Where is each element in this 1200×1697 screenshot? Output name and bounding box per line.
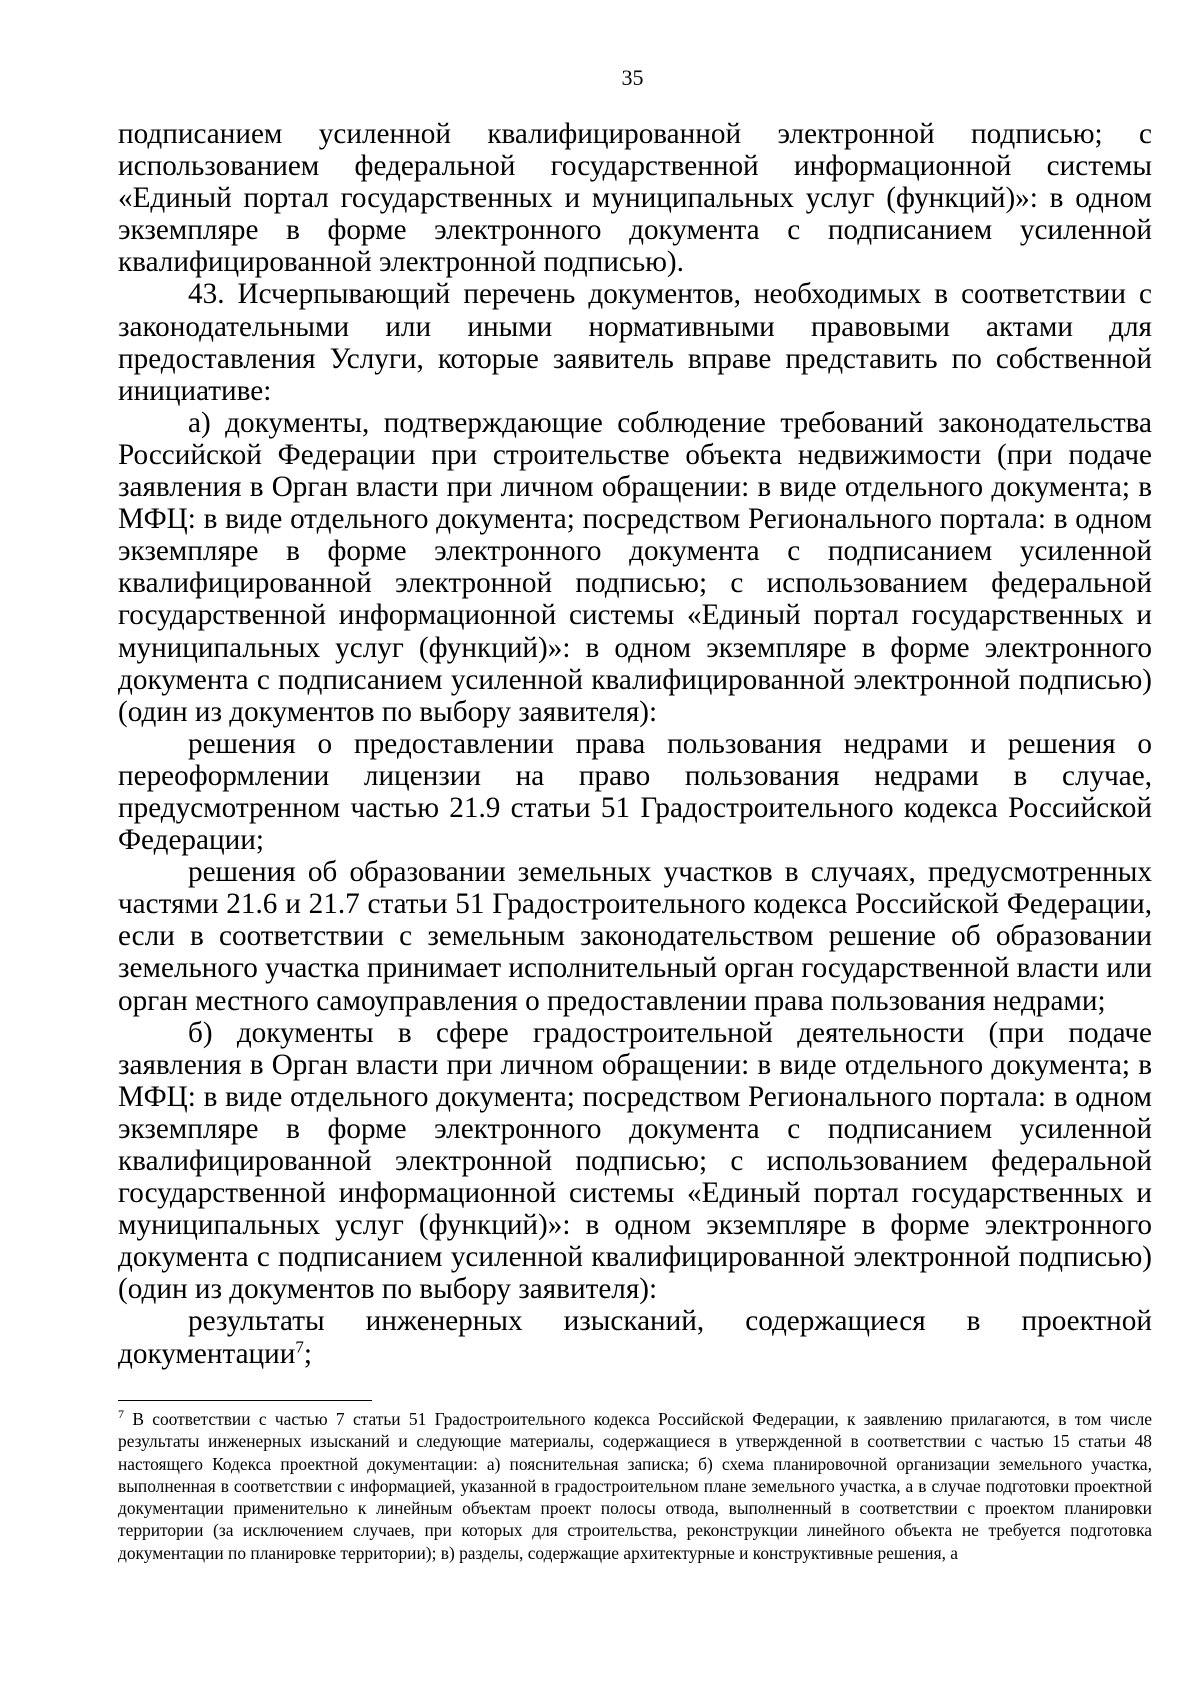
footnote-separator	[118, 1400, 372, 1401]
footnote-text: В соответствии с частью 7 статьи 51 Градостроительного кодекса Российской Федерации, к заявлению прилагаются, в том числе результаты инженерных изысканий и следующие материалы, содержащиеся в утвержденной в соответствии с частью 15 статьи 48 настоящего Кодекса проектной документации: а) пояснительная записка; б) схема планировочной организации земельного участка, выполненная в соответствии с информацией, указанной в градостроительном плане земельного участка, а в случае подготовки проектной документации применительно к линейным объектам проект полосы отвода, выполненный в соответствии с проектом планировки территории (за исключением случаев, при которых для строительства, реконструкции линейного объекта не требуется подготовка документации по планировке территории); в) разделы, содержащие архитектурные и конструктивные решения, а	[118, 1409, 1152, 1563]
paragraph-item-b: б) документы в сфере градостроительной деятельности (при подаче заявления в Орган власти при личном обращении: в виде отдельного документа; в МФЦ: в виде отдельного документа; посредством Регионального портала: в одном экземпляре в форме электронного документа с подписанием усиленной квалифицированной электронной подписью; с использованием федеральной государственной информационной системы «Единый портал государственных и муниципальных услуг (функций)»: в одном экземпляре в форме электронного документа с подписанием усиленной квалифицированной электронной подписью) (один из документов по выбору заявителя):	[118, 1016, 1152, 1306]
engineering-surveys-tail: ;	[303, 1337, 313, 1370]
engineering-surveys-text: результаты инженерных изысканий, содержащиеся в проектной документации	[118, 1305, 1152, 1370]
footnote-reference: 7	[295, 1336, 304, 1356]
paragraph-item-43: 43. Исчерпывающий перечень документов, необходимых в соответствии с законодательными или иными нормативными правовыми актами для предоставления Услуги, которые заявитель вправе представить по собственной инициативе:	[118, 278, 1152, 407]
paragraph-engineering-surveys	[118, 1305, 1152, 1369]
paragraph-land-formation: решения об образовании земельных участков в случаях, предусмотренных частями 21.6 и 21.7 статьи 51 Градостроительного кодекса Российской Федерации, если в соответствии с земельным законодательством решение об образовании земельного участка принимает исполнительный орган государственной власти или орган местного самоуправления о предоставлении права пользования недрами;	[118, 856, 1153, 1017]
paragraph-item-a: а) документы, подтверждающие соблюдение требований законодательства Российской Федерации при строительстве объекта недвижимости (при подаче заявления в Орган власти при личном обращении: в виде отдельного документа; в МФЦ: в виде отдельного документа; посредством Регионального портала: в одном экземпляре в форме электронного документа с подписанием усиленной квалифицированной электронной подписью; с использованием федеральной государственной информационной системы «Единый портал государственных и муниципальных услуг (функций)»: в одном экземпляре в форме электронного документа с подписанием усиленной квалифицированной электронной подписью) (один из документов по выбору заявителя):	[118, 406, 1152, 728]
paragraph-continuation: подписанием усиленной квалифицированной электронной подписью; с использованием федеральной государственной информационной системы «Единый портал государственных и муниципальных услуг (функций)»: в одном экземпляре в форме электронного документа с подписанием усиленной квалифицированной электронной подписью).	[118, 118, 1152, 279]
document-body	[118, 118, 1152, 1370]
page-number: 35	[621, 65, 644, 90]
footnote	[118, 1408, 1152, 1564]
paragraph-subsoil-decision: решения о предоставлении права пользования недрами и решения о переоформлении лицензии на право пользования недрами в случае, предусмотренном частью 21.9 статьи 51 Градостроительного кодекса Российской Федерации;	[118, 727, 1152, 857]
footnote-marker: 7	[118, 1407, 124, 1422]
